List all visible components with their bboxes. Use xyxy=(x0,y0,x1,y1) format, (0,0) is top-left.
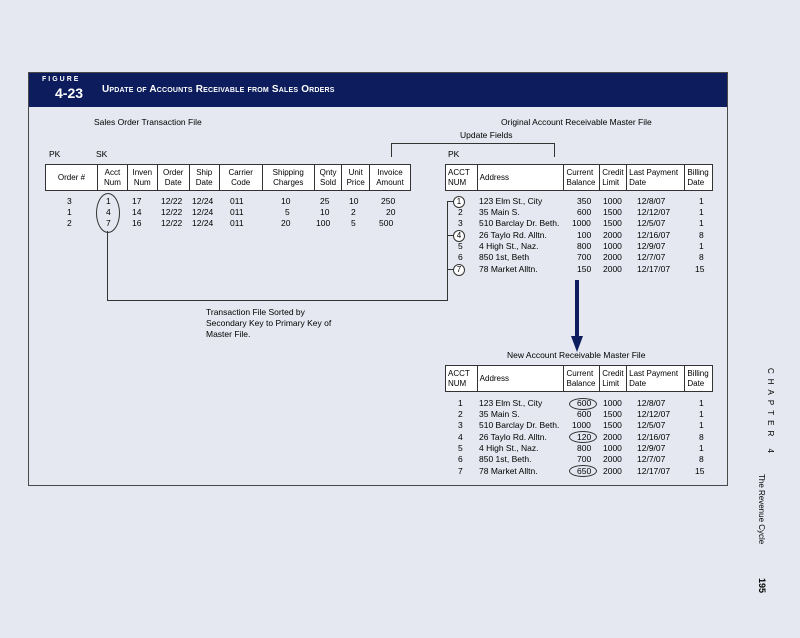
new-row-7-address: 78 Market Alltn. xyxy=(479,466,538,476)
new-row-1-acct: 1 xyxy=(458,398,463,408)
new-col-current-balance: Current Balance xyxy=(564,366,600,392)
sales-row-1-carrier: 011 xyxy=(230,196,244,206)
connector-bottom xyxy=(107,300,448,301)
orig-row-2-acct: 2 xyxy=(458,207,463,217)
sales-row-1-unitprice: 10 xyxy=(349,196,359,206)
orig-row-3-balance: 1000 xyxy=(572,218,591,228)
orig-row-1-balance: 350 xyxy=(577,196,592,206)
new-row-2-billing: 1 xyxy=(699,409,704,419)
figure-number: 4-23 xyxy=(55,85,84,101)
sales-row-3-inven: 16 xyxy=(132,218,142,228)
new-row-4-billing: 8 xyxy=(699,432,704,442)
sales-row-2-inven: 14 xyxy=(132,207,142,217)
new-row-5-balance: 800 xyxy=(577,443,592,453)
pk-circle-4: 4 xyxy=(453,230,465,242)
new-row-5-acct: 5 xyxy=(458,443,463,453)
orig-row-5-acct: 5 xyxy=(458,241,463,251)
sales-row-1-acct: 1 xyxy=(106,196,111,206)
update-bracket-right xyxy=(554,143,555,157)
new-row-5-credit: 1000 xyxy=(603,443,622,453)
sales-row-1-invoice: 250 xyxy=(381,196,396,206)
sales-row-3-shipping: 20 xyxy=(281,218,291,228)
sales-row-2-shipping: 5 xyxy=(285,207,290,217)
new-row-5-address: 4 High St., Naz. xyxy=(479,443,539,453)
new-row-5-lastpay: 12/9/07 xyxy=(637,443,666,453)
sales-row-2-orderdate: 12/22 xyxy=(161,207,183,217)
sales-row-2-acct: 4 xyxy=(106,207,111,217)
orig-row-5-credit: 1000 xyxy=(603,241,622,251)
sales-row-3-orderdate: 12/22 xyxy=(161,218,183,228)
sales-row-3-invoice: 500 xyxy=(379,218,394,228)
orig-row-1-address: 123 Elm St., City xyxy=(479,196,543,206)
orig-row-3-address: 510 Barclay Dr. Beth. xyxy=(479,218,560,228)
col-invoice-amount: Invoice Amount xyxy=(370,165,411,191)
new-row-1-address: 123 Elm St., City xyxy=(479,398,543,408)
page-number: 195 xyxy=(757,578,767,594)
col-unit-price: Unit Price xyxy=(342,165,370,191)
original-master-header xyxy=(445,164,713,191)
connector-up xyxy=(447,201,448,301)
new-row-6-balance: 700 xyxy=(577,454,592,464)
figure-header xyxy=(29,73,727,107)
sorted-note-line1: Transaction File Sorted by xyxy=(206,307,305,317)
new-row-4-balance: 120 xyxy=(577,432,592,442)
col-acct-num: Acct Num xyxy=(97,165,127,191)
sales-file-label: Sales Order Transaction File xyxy=(94,117,202,127)
new-row-4-credit: 2000 xyxy=(603,432,622,442)
update-arrow xyxy=(571,280,583,352)
sales-row-1-shipdate: 12/24 xyxy=(192,196,214,206)
new-row-7-acct: 7 xyxy=(458,466,463,476)
sk-oval xyxy=(96,193,120,233)
sales-row-1-shipping: 10 xyxy=(281,196,291,206)
new-row-4-acct: 4 xyxy=(458,432,463,442)
figure-title: Update of Accounts Receivable from Sales Orders xyxy=(102,84,335,95)
col-inven-num: Inven Num xyxy=(127,165,157,191)
col-order-date: Order Date xyxy=(157,165,189,191)
new-row-3-lastpay: 12/5/07 xyxy=(637,420,666,430)
orig-row-3-credit: 1500 xyxy=(603,218,622,228)
sales-row-3-qnty: 100 xyxy=(316,218,331,228)
new-row-6-acct: 6 xyxy=(458,454,463,464)
new-row-4-lastpay: 12/16/07 xyxy=(637,432,671,442)
pk-circle-7: 7 xyxy=(453,264,465,276)
col-current-balance: Current Balance xyxy=(564,165,600,191)
update-bracket-top xyxy=(391,143,555,144)
orig-row-7-balance: 150 xyxy=(577,264,592,274)
new-master-header xyxy=(445,365,713,392)
sales-row-3-acct: 7 xyxy=(106,218,111,228)
orig-row-4-lastpay: 12/16/07 xyxy=(637,230,671,240)
col-credit-limit: Credit Limit xyxy=(600,165,627,191)
orig-row-7-billing: 15 xyxy=(695,264,705,274)
new-col-credit-limit: Credit Limit xyxy=(600,366,627,392)
orig-row-2-balance: 600 xyxy=(577,207,592,217)
figure-label: FIGURE xyxy=(42,76,81,83)
new-row-2-address: 35 Main S. xyxy=(479,409,520,419)
sales-row-1-order: 3 xyxy=(67,196,72,206)
new-row-7-lastpay: 12/17/07 xyxy=(637,466,671,476)
sales-row-3-unitprice: 5 xyxy=(351,218,356,228)
orig-row-6-acct: 6 xyxy=(458,252,463,262)
new-row-5-billing: 1 xyxy=(699,443,704,453)
orig-row-6-lastpay: 12/7/07 xyxy=(637,252,666,262)
orig-row-6-balance: 700 xyxy=(577,252,592,262)
col-address: Address xyxy=(477,165,564,191)
orig-row-5-balance: 800 xyxy=(577,241,592,251)
new-row-1-billing: 1 xyxy=(699,398,704,408)
new-row-3-address: 510 Barclay Dr. Beth. xyxy=(479,420,560,430)
sk-label: SK xyxy=(96,149,108,159)
new-row-2-acct: 2 xyxy=(458,409,463,419)
figure-panel xyxy=(28,72,728,486)
col-acct: ACCT NUM xyxy=(446,165,478,191)
new-row-6-lastpay: 12/7/07 xyxy=(637,454,666,464)
sales-row-2-unitprice: 2 xyxy=(351,207,356,217)
sales-row-2-invoice: 20 xyxy=(386,207,396,217)
col-carrier-code: Carrier Code xyxy=(219,165,262,191)
col-qnty-sold: Qnty Sold xyxy=(314,165,342,191)
orig-row-2-lastpay: 12/12/07 xyxy=(637,207,671,217)
chapter-title: The Revenue Cycle xyxy=(757,474,766,545)
sales-row-3-carrier: 011 xyxy=(230,218,244,228)
orig-row-4-address: 26 Taylo Rd. Alltn. xyxy=(479,230,547,240)
orig-row-4-credit: 2000 xyxy=(603,230,622,240)
orig-row-4-balance: 100 xyxy=(577,230,592,240)
col-shipping-charges: Shipping Charges xyxy=(262,165,314,191)
sales-row-2-qnty: 10 xyxy=(320,207,330,217)
orig-row-1-billing: 1 xyxy=(699,196,704,206)
chapter-label: CHAPTER 4 xyxy=(766,368,775,458)
orig-row-3-lastpay: 12/5/07 xyxy=(637,218,666,228)
sales-row-2-carrier: 011 xyxy=(230,207,244,217)
sorted-note-line2: Secondary Key to Primary Key of xyxy=(206,318,332,328)
update-fields-label: Update Fields xyxy=(460,130,513,140)
sales-row-2-shipdate: 12/24 xyxy=(192,207,214,217)
new-row-3-balance: 1000 xyxy=(572,420,591,430)
new-row-6-address: 850 1st, Beth. xyxy=(479,454,532,464)
new-row-3-credit: 1500 xyxy=(603,420,622,430)
sales-row-1-orderdate: 12/22 xyxy=(161,196,183,206)
pk-label-right: PK xyxy=(448,149,460,159)
pk-circle-1: 1 xyxy=(453,196,465,208)
new-row-2-lastpay: 12/12/07 xyxy=(637,409,671,419)
new-col-last-payment: Last Payment Date xyxy=(627,366,685,392)
orig-row-6-billing: 8 xyxy=(699,252,704,262)
sales-order-header xyxy=(45,164,411,191)
sales-row-1-qnty: 25 xyxy=(320,196,330,206)
orig-row-4-billing: 8 xyxy=(699,230,704,240)
new-row-3-acct: 3 xyxy=(458,420,463,430)
new-row-2-balance: 600 xyxy=(577,409,592,419)
new-col-acct: ACCT NUM xyxy=(446,366,478,392)
orig-row-3-acct: 3 xyxy=(458,218,463,228)
new-row-6-billing: 8 xyxy=(699,454,704,464)
orig-row-6-address: 850 1st, Beth xyxy=(479,252,530,262)
col-ship-date: Ship Date xyxy=(189,165,219,191)
original-master-label: Original Account Receivable Master File xyxy=(501,117,652,127)
orig-row-2-billing: 1 xyxy=(699,207,704,217)
new-master-label: New Account Receivable Master File xyxy=(507,350,646,360)
new-row-1-credit: 1000 xyxy=(603,398,622,408)
new-row-2-credit: 1500 xyxy=(603,409,622,419)
orig-row-1-credit: 1000 xyxy=(603,196,622,206)
orig-row-3-billing: 1 xyxy=(699,218,704,228)
sales-row-3-shipdate: 12/24 xyxy=(192,218,214,228)
update-bracket-left xyxy=(391,143,392,157)
col-order-num: Order # xyxy=(46,165,98,191)
sales-row-3-order: 2 xyxy=(67,218,72,228)
new-row-7-billing: 15 xyxy=(695,466,705,476)
new-col-address: Address xyxy=(477,366,564,392)
orig-row-5-lastpay: 12/9/07 xyxy=(637,241,666,251)
new-row-1-balance: 600 xyxy=(577,398,592,408)
orig-row-5-billing: 1 xyxy=(699,241,704,251)
connector-down xyxy=(107,231,108,301)
orig-row-7-lastpay: 12/17/07 xyxy=(637,264,671,274)
new-row-7-balance: 650 xyxy=(577,466,592,476)
new-col-billing-date: Billing Date xyxy=(685,366,713,392)
sales-row-2-order: 1 xyxy=(67,207,72,217)
sales-row-1-inven: 17 xyxy=(132,196,142,206)
orig-row-7-address: 78 Market Alltn. xyxy=(479,264,538,274)
orig-row-7-credit: 2000 xyxy=(603,264,622,274)
sorted-note-line3: Master File. xyxy=(206,329,251,339)
new-row-6-credit: 2000 xyxy=(603,454,622,464)
col-last-payment: Last Payment Date xyxy=(627,165,685,191)
orig-row-2-address: 35 Main S. xyxy=(479,207,520,217)
new-row-3-billing: 1 xyxy=(699,420,704,430)
orig-row-1-lastpay: 12/8/07 xyxy=(637,196,666,206)
col-billing-date: Billing Date xyxy=(685,165,713,191)
new-row-7-credit: 2000 xyxy=(603,466,622,476)
new-row-1-lastpay: 12/8/07 xyxy=(637,398,666,408)
orig-row-2-credit: 1500 xyxy=(603,207,622,217)
new-row-4-address: 26 Taylo Rd. Alltn. xyxy=(479,432,547,442)
orig-row-6-credit: 2000 xyxy=(603,252,622,262)
orig-row-5-address: 4 High St., Naz. xyxy=(479,241,539,251)
pk-label-left: PK xyxy=(49,149,61,159)
